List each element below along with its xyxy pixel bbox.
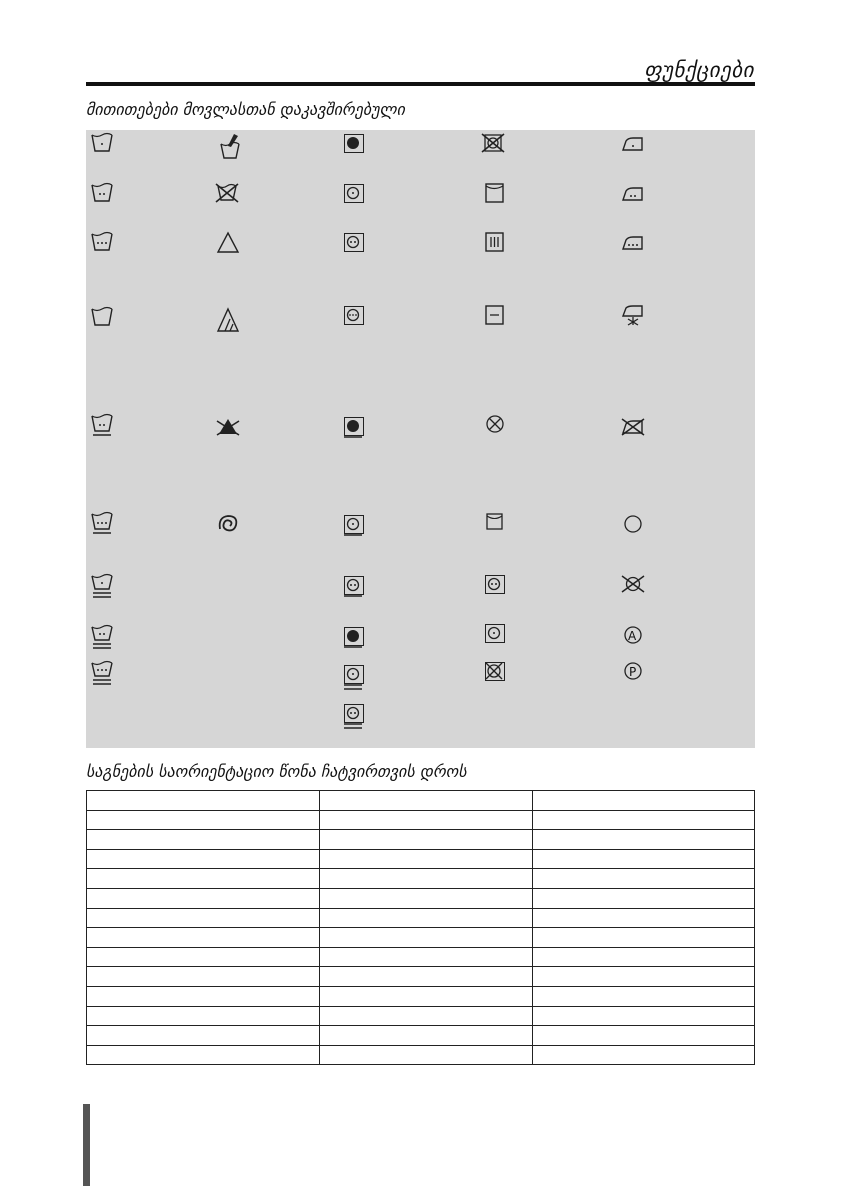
no-tumble-boxed-icon (483, 660, 507, 682)
care-section-title: მითითებები მოვლასთან დაკავშირებული (86, 100, 405, 119)
table-cell (533, 849, 755, 869)
table-cell (533, 869, 755, 889)
table-cell (533, 888, 755, 908)
table-row (87, 830, 755, 850)
dry-flat-icon (483, 304, 507, 326)
table-row (87, 986, 755, 1006)
table-cell (320, 1045, 533, 1065)
iron-medium-icon (621, 182, 645, 204)
no-tumble-dry-icon (481, 132, 505, 154)
table-row (87, 967, 755, 987)
table-cell (87, 830, 320, 850)
table-cell (87, 888, 320, 908)
table-cell (87, 967, 320, 987)
table-cell (87, 986, 320, 1006)
tumble-dry-any-icon (342, 304, 366, 326)
table-cell (533, 1026, 755, 1046)
table-cell (320, 810, 533, 830)
bleach-icon (216, 231, 240, 253)
no-bleach-icon (216, 416, 240, 438)
header-title: ფუნქციები (644, 58, 754, 82)
dry-clean-icon (621, 513, 645, 535)
table-cell (87, 928, 320, 948)
dry-medium-icon (483, 573, 507, 595)
hand-wash-icon (218, 136, 242, 158)
table-cell (87, 1026, 320, 1046)
table-cell (87, 869, 320, 889)
table-cell (533, 1006, 755, 1026)
no-steam-icon (621, 304, 645, 326)
table-cell (320, 908, 533, 928)
table-cell (320, 888, 533, 908)
tumble-dry-delicate-low-icon (342, 513, 366, 535)
weight-section-title: საგნების საორიენტაციო წონა ჩატვირთვის დროს (86, 762, 467, 781)
table-row (87, 888, 755, 908)
table-cell (533, 810, 755, 830)
table-cell (320, 986, 533, 1006)
table-row (87, 869, 755, 889)
no-iron-icon (621, 415, 645, 437)
table-cell (87, 1006, 320, 1026)
dry-clean-a-icon (621, 624, 645, 646)
table-row (87, 1026, 755, 1046)
wash-60-icon (90, 231, 114, 253)
wash-gentle-60-icon (90, 513, 114, 535)
wash-40-icon (90, 182, 114, 204)
hang-dry-icon (483, 511, 507, 533)
no-dry-icon (483, 413, 507, 435)
dry-clean-p-letter: P (629, 665, 637, 679)
tumble-dry-high-icon (342, 132, 366, 154)
care-symbols-panel (86, 130, 755, 748)
table-cell (87, 908, 320, 928)
wool-mark-icon (216, 513, 240, 535)
table-cell (320, 849, 533, 869)
table-row (87, 928, 755, 948)
table-cell (87, 791, 320, 811)
table-cell (533, 967, 755, 987)
wash-95-icon (90, 306, 114, 328)
page-edge-bar (83, 1104, 90, 1186)
tumble-dry-very-delicate-low-icon (342, 663, 366, 685)
table-row (87, 810, 755, 830)
iron-high-icon (621, 231, 645, 253)
table-cell (320, 928, 533, 948)
dry-clean-p-icon (621, 660, 645, 682)
table-cell (533, 830, 755, 850)
table-cell (87, 1045, 320, 1065)
drip-dry-icon (483, 231, 507, 253)
tumble-dry-very-delicate-medium-icon (342, 702, 366, 724)
wash-gentle-40-icon (90, 415, 114, 437)
table-row (87, 908, 755, 928)
table-cell (87, 810, 320, 830)
table-row (87, 849, 755, 869)
tumble-dry-delicate-high-icon (342, 415, 366, 437)
wash-very-gentle-40-icon (90, 627, 114, 649)
dry-low-icon (483, 622, 507, 644)
dry-clean-a-letter: A (628, 629, 637, 643)
bleach-non-chlorine-icon (216, 309, 240, 331)
wash-very-gentle-60-icon (90, 663, 114, 685)
tumble-dry-delicate-high-2-icon (342, 625, 366, 647)
tumble-dry-low-icon (342, 182, 366, 204)
table-cell (320, 947, 533, 967)
table-cell (320, 1006, 533, 1026)
table-cell (533, 791, 755, 811)
table-cell (87, 947, 320, 967)
table-cell (533, 1045, 755, 1065)
table-row (87, 791, 755, 811)
table-cell (320, 967, 533, 987)
wash-very-gentle-30-icon (90, 576, 114, 598)
iron-low-icon (621, 132, 645, 154)
table-cell (320, 1026, 533, 1046)
table-cell (533, 986, 755, 1006)
table-row (87, 1045, 755, 1065)
no-wash-icon (215, 182, 239, 204)
table-row (87, 1006, 755, 1026)
line-dry-icon (483, 182, 507, 204)
table-row (87, 947, 755, 967)
header-rule (86, 82, 755, 86)
table-cell (320, 869, 533, 889)
table-cell (320, 791, 533, 811)
tumble-dry-delicate-medium-icon (342, 574, 366, 596)
table-cell (533, 928, 755, 948)
table-cell (533, 947, 755, 967)
wash-30-icon (90, 132, 114, 154)
table-cell (320, 830, 533, 850)
no-dry-clean-icon (621, 573, 645, 595)
table-cell (87, 849, 320, 869)
table-cell (533, 908, 755, 928)
load-weight-table (86, 790, 755, 1065)
tumble-dry-medium-icon (342, 231, 366, 253)
